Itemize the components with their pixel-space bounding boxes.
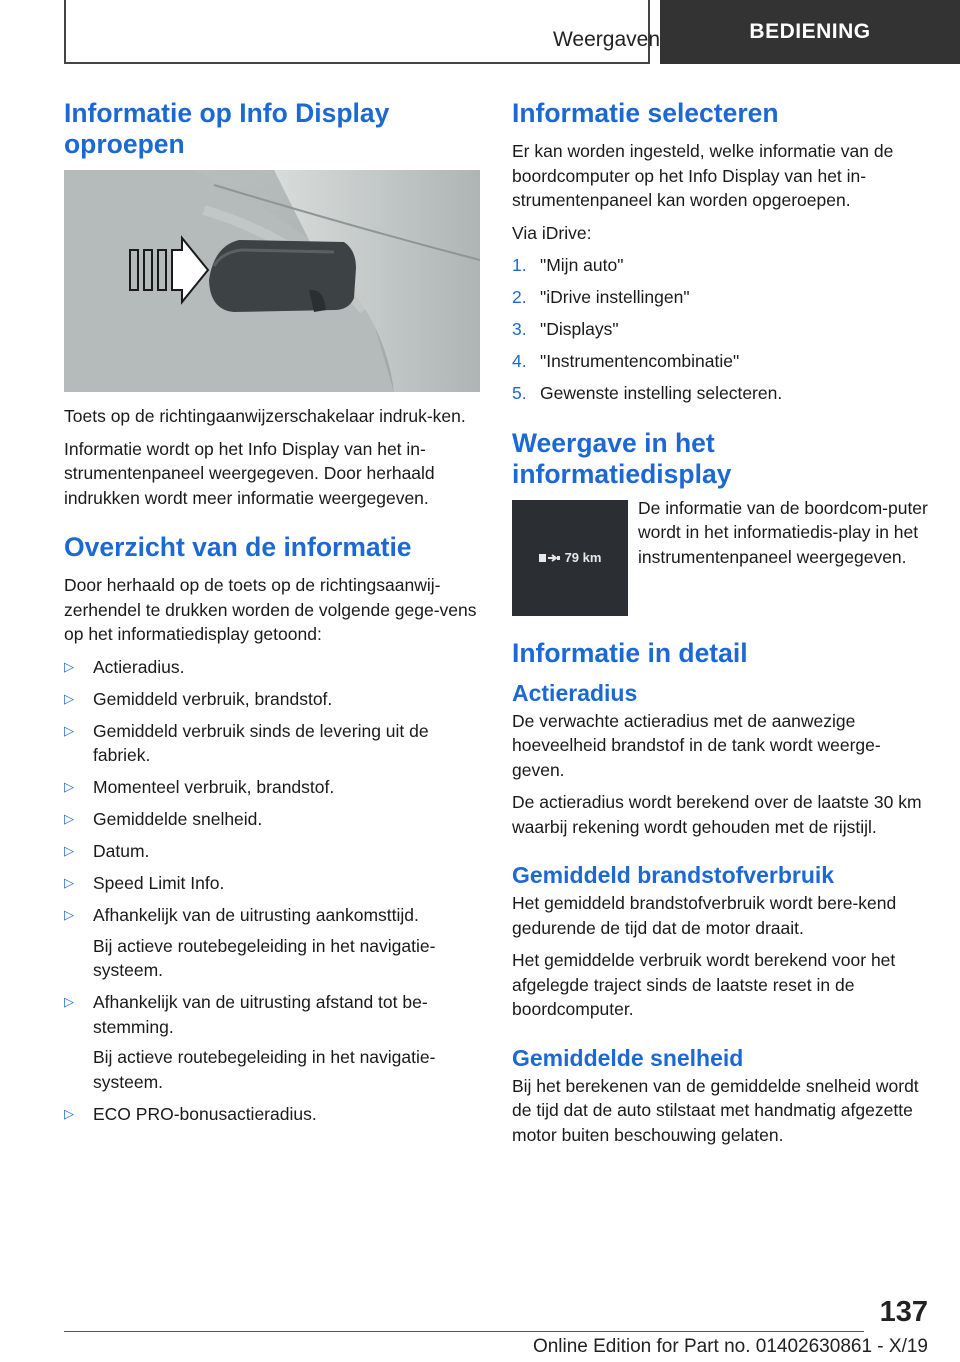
paragraph-actieradius-2: De actieradius wordt berekend over de laatste 30 km waarbij rekening wordt gehouden met de rijstijl. bbox=[512, 792, 922, 837]
paragraph-actieradius-1: De verwachte actieradius met de aanwezige hoeveelheid brandstof in de tank wordt weerge-geven. bbox=[512, 710, 881, 780]
step-item bbox=[512, 253, 928, 278]
list-item bbox=[64, 775, 482, 800]
step-number: 4. bbox=[512, 351, 527, 371]
list-item-note: Bij actieve routebegeleiding in het navigatie-systeem. bbox=[93, 935, 436, 980]
fuel-range-icon bbox=[539, 552, 561, 564]
turn-signal-lever-illustration bbox=[64, 170, 480, 392]
header-section-title: Weergaven bbox=[552, 28, 660, 51]
step-number: 5. bbox=[512, 383, 527, 403]
paragraph-via-idrive: Via iDrive: bbox=[512, 222, 592, 243]
subheading-brandstofverbruik: Gemiddeld brandstofverbruik bbox=[512, 862, 835, 888]
step-item bbox=[512, 285, 928, 310]
triangle-bullet-icon: ▷ bbox=[64, 875, 74, 890]
header-rule-bottom bbox=[64, 62, 650, 64]
triangle-bullet-icon: ▷ bbox=[64, 658, 74, 674]
footer-rule bbox=[64, 1331, 864, 1332]
triangle-bullet-icon: ▷ bbox=[64, 1105, 74, 1121]
heading-weergave-informatiedisplay: Weergave in het informatiedisplay bbox=[512, 427, 732, 489]
subheading-gemiddelde-snelheid: Gemiddelde snelheid bbox=[512, 1044, 744, 1071]
left-column bbox=[64, 98, 482, 1134]
step-number: 3. bbox=[512, 319, 527, 339]
list-item-text: Actieradius. bbox=[93, 656, 185, 677]
list-item bbox=[64, 990, 482, 1094]
subheading-actieradius: Actieradius bbox=[512, 679, 638, 706]
step-item bbox=[512, 317, 928, 342]
triangle-bullet-icon: ▷ bbox=[64, 907, 74, 922]
list-item-text: Momenteel verbruik, brandstof. bbox=[93, 777, 335, 797]
triangle-bullet-icon: ▷ bbox=[64, 690, 74, 706]
list-item-text: Datum. bbox=[93, 841, 150, 861]
list-item-text: ECO PRO-bonusactieradius. bbox=[93, 1103, 317, 1124]
list-item bbox=[64, 655, 482, 680]
right-column bbox=[512, 98, 928, 1155]
paragraph-verbruik-1: Het gemiddeld brandstofverbruik wordt bere-kend gedurende de tijd dat de motor draait. bbox=[512, 893, 897, 938]
step-text: "Mijn auto" bbox=[540, 255, 624, 275]
step-item bbox=[512, 349, 928, 374]
header-chapter-tab: BEDIENING bbox=[660, 0, 960, 64]
list-item bbox=[64, 1102, 482, 1127]
heading-overzicht: Overzicht van de informatie bbox=[64, 532, 412, 562]
header-rule-left bbox=[64, 0, 66, 64]
range-readout: 79 km bbox=[564, 550, 602, 565]
list-item bbox=[64, 903, 482, 983]
list-item bbox=[64, 871, 482, 896]
display-example-block bbox=[512, 497, 928, 616]
list-item bbox=[64, 687, 482, 712]
page-number: 137 bbox=[879, 1296, 928, 1328]
triangle-bullet-icon: ▷ bbox=[64, 843, 74, 858]
list-item-note: Bij actieve routebegeleiding in het navigatie-systeem. bbox=[93, 1047, 436, 1092]
step-text: "Displays" bbox=[540, 319, 619, 339]
step-number: 2. bbox=[512, 287, 527, 307]
paragraph-snelheid: Bij het berekenen van de gemiddelde snelheid wordt de tijd dat de auto stilstaat met handmatig afgezette motor buiten beschouwing gelaten. bbox=[512, 1075, 919, 1145]
paragraph-info-shown: Informatie wordt op het Info Display van het in-strumentenpaneel weergegeven. Door herhaald indrukken wordt meer informatie weergegeven. bbox=[64, 438, 435, 508]
heading-informatie-selecteren: Informatie selecteren bbox=[512, 98, 779, 128]
paragraph-verbruik-2: Het gemiddelde verbruik wordt berekend voor het afgelegde traject sinds de laatste reset in de boordcomputer. bbox=[512, 950, 896, 1019]
info-bullet-list bbox=[64, 655, 482, 1127]
list-item-text: Gemiddeld verbruik sinds de levering uit de fabriek. bbox=[93, 720, 429, 765]
step-item bbox=[512, 381, 928, 406]
heading-informatie-in-detail: Informatie in detail bbox=[512, 637, 748, 668]
list-item-text: Gemiddeld verbruik, brandstof. bbox=[93, 688, 333, 709]
idrive-steps-list bbox=[512, 253, 928, 406]
heading-info-display-oproepen: Informatie op Info Display oproepen bbox=[64, 98, 390, 159]
footer-edition-note: Online Edition for Part no. 01402630861 - X/19 bbox=[532, 1336, 928, 1357]
triangle-bullet-icon: ▷ bbox=[64, 811, 74, 826]
step-number: 1. bbox=[512, 255, 527, 275]
paragraph-selecteren-intro: Er kan worden ingesteld, welke informatie van de boordcomputer op het Info Display van het in-strumentenpaneel kan worden opgeroepen. bbox=[512, 141, 894, 210]
step-text: "Instrumentencombinatie" bbox=[540, 351, 740, 371]
paragraph-overzicht-intro: Door herhaald op de toets op de richtingsaanwij-zerhendel te drukken worden de volgende gege-vens op het informatiedisplay getoond: bbox=[64, 575, 477, 644]
paragraph-press-button: Toets op de richtingaanwijzerschakelaar indruk-ken. bbox=[64, 406, 466, 426]
list-item bbox=[64, 839, 482, 864]
display-description: De informatie van de boordcom-puter wordt in het informatiedis-play in het instrumentenpaneel weergegeven. bbox=[638, 497, 928, 567]
list-item-text: Speed Limit Info. bbox=[93, 873, 225, 893]
list-item-text: Afhankelijk van de uitrusting aankomsttijd. bbox=[93, 905, 419, 925]
step-text: "iDrive instellingen" bbox=[540, 287, 690, 307]
triangle-bullet-icon: ▷ bbox=[64, 779, 74, 794]
list-item bbox=[64, 719, 482, 768]
list-item bbox=[64, 807, 482, 832]
list-item-text: Afhankelijk van de uitrusting afstand tot be-stemming. bbox=[93, 992, 428, 1037]
info-display-screen bbox=[512, 500, 628, 616]
triangle-bullet-icon: ▷ bbox=[64, 994, 74, 1009]
triangle-bullet-icon: ▷ bbox=[64, 722, 74, 738]
list-item-text: Gemiddelde snelheid. bbox=[93, 809, 263, 829]
step-text: Gewenste instelling selecteren. bbox=[540, 383, 783, 403]
